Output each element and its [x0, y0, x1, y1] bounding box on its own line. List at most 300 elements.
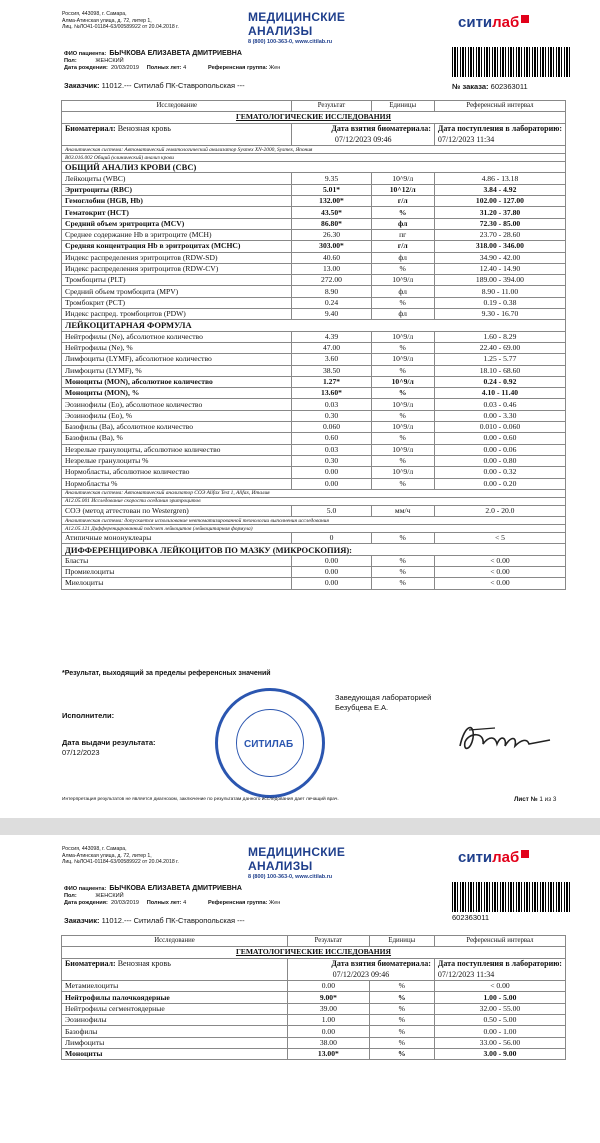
- date-received-label: Дата поступления в лабораторию:: [437, 958, 562, 968]
- test-reference: 12.40 - 14.90: [434, 263, 565, 274]
- test-reference: 0.03 - 0.46: [434, 399, 565, 410]
- atyp-method-note: А12.05.121 Дифференцированный подсчет лейкоцитов (лейкоцитарная формула): [62, 525, 566, 533]
- table-row: [62, 478, 566, 489]
- table-row: [62, 376, 566, 387]
- table-row: [62, 275, 566, 286]
- test-reference: 18.10 - 68.60: [434, 365, 565, 376]
- sheet-total: 3: [552, 796, 557, 803]
- table-row: [62, 286, 566, 297]
- customer-line: [64, 916, 245, 925]
- customer-value: 11012.--- Ситилаб ПК-Ставропольская ---: [101, 916, 245, 925]
- col-header-reference: Референсный интервал: [434, 936, 565, 947]
- date-taken: 07/12/2023 09:46: [288, 969, 435, 980]
- test-unit: %: [369, 1037, 434, 1048]
- test-result: 0.00: [292, 578, 371, 589]
- test-unit: %: [369, 1026, 434, 1037]
- test-unit: фл: [371, 309, 434, 320]
- date-taken-label: Дата взятия биоматериала:: [331, 123, 431, 133]
- test-name: Базофилы: [62, 1026, 288, 1037]
- table-row: [62, 241, 566, 252]
- test-result: 0.00: [288, 1026, 370, 1037]
- test-name: Моноциты (MON), абсолютное количество: [62, 376, 292, 387]
- test-name: Эозинофилы (Eo), %: [62, 410, 292, 421]
- test-unit: %: [371, 410, 434, 421]
- order-value: 602363011: [452, 913, 489, 922]
- table-row: [62, 992, 566, 1003]
- results-table-continued: [61, 935, 566, 1060]
- test-reference: 9.30 - 16.70: [434, 309, 565, 320]
- patient-dob: 20/03/2019: [110, 65, 139, 71]
- logo-text-accent: лаб: [492, 14, 520, 31]
- test-reference: 1.60 - 8.29: [434, 331, 565, 342]
- test-name: Промиелоциты: [62, 566, 292, 577]
- patient-name: БЫЧКОВА ЕЛИЗАВЕТА ДМИТРИЕВНА: [109, 885, 242, 892]
- lab-head: [335, 693, 431, 713]
- test-result: 13.00*: [288, 1048, 370, 1059]
- test-name: Миелоциты: [62, 578, 292, 589]
- test-name: Метамиелоциты: [62, 981, 288, 992]
- test-result: 38.50: [292, 365, 371, 376]
- table-row: [62, 297, 566, 308]
- patient-dob: 20/03/2019: [110, 900, 139, 906]
- atyp-analyzer-note: Аналитическая система: допускается использование невтоматизированной технологии выполнения исследования: [62, 517, 566, 525]
- table-row: [62, 433, 566, 444]
- table-row: [62, 207, 566, 218]
- table-row: [62, 342, 566, 353]
- patient-age: 4: [183, 65, 187, 71]
- ref-group: Жен: [269, 65, 281, 71]
- biomaterial-value: Венозная кровь: [117, 958, 171, 968]
- test-reference: 1.00 - 5.00: [434, 992, 565, 1003]
- lab-head-name: Безубцева Е.А.: [335, 703, 389, 712]
- address-line: Россия, 443098, г. Самара,: [62, 846, 127, 852]
- issue-date: 07/12/2023: [62, 748, 100, 757]
- test-result: 0.00: [292, 478, 371, 489]
- table-row: [62, 331, 566, 342]
- test-unit: %: [369, 1048, 434, 1059]
- test-result: 86.80*: [292, 218, 371, 229]
- biomaterial-dates-row: [62, 134, 566, 145]
- disclaimer: Интерпретация результатов не является диагнозом, заключение по результатам данного исследования дает лечащий врач.: [62, 797, 339, 802]
- ref-group: Жен: [269, 900, 281, 906]
- test-name: Нормобласты %: [62, 478, 292, 489]
- customer-label: Заказчик:: [64, 916, 100, 925]
- test-unit: 10^9/л: [371, 173, 434, 184]
- test-reference: 4.86 - 13.18: [434, 173, 565, 184]
- test-reference: 1.25 - 5.77: [434, 354, 565, 365]
- test-reference: 8.90 - 11.00: [434, 286, 565, 297]
- cbc-title-row: [62, 162, 566, 173]
- table-row: [62, 218, 566, 229]
- test-unit: %: [371, 566, 434, 577]
- test-result: 1.00: [288, 1015, 370, 1026]
- table-row: [62, 173, 566, 184]
- out-of-range-note: *Результат, выходящий за пределы референсных значений: [62, 670, 271, 677]
- lab-address: [62, 11, 179, 31]
- smear-title-row: [62, 544, 566, 555]
- citilab-logo: [458, 14, 529, 31]
- test-result: 5.01*: [292, 184, 371, 195]
- date-taken-label: Дата взятия биоматериала:: [331, 958, 431, 968]
- col-header-result: Результат: [288, 936, 370, 947]
- test-unit: %: [371, 455, 434, 466]
- test-unit: %: [371, 478, 434, 489]
- test-unit: %: [371, 555, 434, 566]
- test-unit: фл: [371, 252, 434, 263]
- sheet-label: Лист №: [514, 796, 538, 803]
- test-unit: мм/ч: [371, 505, 434, 516]
- test-result: 13.00: [292, 263, 371, 274]
- test-reference: 3.00 - 9.00: [434, 1048, 565, 1059]
- test-name: Гематокрит (HCT): [62, 207, 292, 218]
- logo-text-accent: лаб: [492, 849, 520, 866]
- test-name: Незрелые гранулоциты, абсолютное количество: [62, 444, 292, 455]
- leuko-title-row: [62, 320, 566, 331]
- test-unit: %: [371, 342, 434, 353]
- col-header-result: Результат: [292, 101, 371, 112]
- lab-stamp: [215, 688, 325, 798]
- test-name: Лимфоциты: [62, 1037, 288, 1048]
- test-reference: < 0.00: [434, 578, 565, 589]
- test-unit: %: [369, 992, 434, 1003]
- biomaterial-row: [62, 123, 566, 134]
- test-reference: 23.70 - 28.60: [434, 229, 565, 240]
- table-row: [62, 1048, 566, 1059]
- table-row: [62, 1037, 566, 1048]
- test-name: Лимфоциты (LYMF), абсолютное количество: [62, 354, 292, 365]
- logo-icon: [521, 850, 529, 858]
- test-result: 40.60: [292, 252, 371, 263]
- test-name: Атипичные мононуклеары: [62, 533, 292, 544]
- test-name: Моноциты: [62, 1048, 288, 1059]
- lab-head-title: Заведующая лабораторией: [335, 693, 432, 702]
- esr-method-note: А12.05.001 Исследование скорости оседания эритроцитов: [62, 497, 566, 505]
- brand-block: [248, 845, 413, 880]
- test-reference: 4.10 - 11.40: [434, 388, 565, 399]
- test-reference: 0.00 - 0.80: [434, 455, 565, 466]
- stamp-text: СИТИЛАБ: [244, 739, 294, 750]
- test-result: 38.00: [288, 1037, 370, 1048]
- test-name: Лимфоциты (LYMF), %: [62, 365, 292, 376]
- test-unit: %: [371, 297, 434, 308]
- test-reference: < 0.00: [434, 555, 565, 566]
- customer-label: Заказчик:: [64, 81, 100, 90]
- atyp-note-row: [62, 517, 566, 525]
- test-reference: 22.40 - 69.00: [434, 342, 565, 353]
- test-reference: 0.00 - 3.30: [434, 410, 565, 421]
- table-row: [62, 184, 566, 195]
- date-received: 07/12/2023 11:34: [434, 134, 565, 145]
- table-row: [62, 365, 566, 376]
- test-name: Эозинофилы (Eo), абсолютное количество: [62, 399, 292, 410]
- sheet-num: 1: [539, 796, 543, 803]
- test-name: Нейтрофилы сегментоядерные: [62, 1003, 288, 1014]
- test-unit: %: [371, 263, 434, 274]
- patient-info: [64, 885, 280, 907]
- ref-group-label: Референсная группа:: [207, 900, 268, 906]
- test-reference: 318.00 - 346.00: [434, 241, 565, 252]
- table-row: [62, 555, 566, 566]
- test-name: Средний объем тромбоцита (MPV): [62, 286, 292, 297]
- test-name: Бласты: [62, 555, 292, 566]
- method-note-row: [62, 154, 566, 162]
- address-line: Лиц. №ЛО41-01184-63/00589922 от 20.04.2018 г.: [62, 859, 179, 866]
- lab-address: [62, 846, 179, 866]
- test-reference: 0.00 - 0.32: [434, 467, 565, 478]
- brand-contacts: 8 (800) 100-363-0, www.citilab.ru: [248, 39, 333, 45]
- table-row: [62, 505, 566, 516]
- table-row: [62, 399, 566, 410]
- test-unit: %: [371, 578, 434, 589]
- leuko-title: ЛЕЙКОЦИТАРНАЯ ФОРМУЛА: [62, 320, 566, 331]
- test-reference: 31.20 - 37.80: [434, 207, 565, 218]
- test-result: 13.60*: [292, 388, 371, 399]
- address-line: Лиц. №ЛО41-01184-63/00589922 от 20.04.2018 г.: [62, 24, 179, 31]
- test-result: 0.00: [292, 555, 371, 566]
- test-unit: 10^9/л: [371, 422, 434, 433]
- col-header-reference: Референсный интервал: [434, 101, 565, 112]
- test-reference: 3.84 - 4.92: [434, 184, 565, 195]
- test-reference: 0.24 - 0.92: [434, 376, 565, 387]
- test-reference: 0.00 - 1.00: [434, 1026, 565, 1037]
- table-header: [62, 101, 566, 112]
- table-row: [62, 467, 566, 478]
- patient-sex: ЖЕНСКИЙ: [95, 893, 124, 899]
- report-page-2: [0, 835, 600, 1143]
- test-result: 0.24: [292, 297, 371, 308]
- test-name: Индекс распределения эритроцитов (RDW-SD): [62, 252, 292, 263]
- test-reference: 0.00 - 0.06: [434, 444, 565, 455]
- test-result: 9.00*: [288, 992, 370, 1003]
- atyp-note-row-2: [62, 525, 566, 533]
- date-received: 07/12/2023 11:34: [434, 969, 565, 980]
- signature: [455, 718, 555, 758]
- table-row: [62, 981, 566, 992]
- results-table: [61, 100, 566, 590]
- test-unit: %: [371, 207, 434, 218]
- esr-analyzer-note: Аналитическая система: Автоматический анализатор СОЭ Alifax Test 1, Alifax, Италия: [62, 489, 566, 497]
- col-header-test: Исследование: [62, 101, 292, 112]
- test-reference: 33.00 - 56.00: [434, 1037, 565, 1048]
- table-row: [62, 410, 566, 421]
- page-separator: [0, 818, 600, 835]
- table-row: [62, 388, 566, 399]
- test-name: Гемоглобин (HGB, Hb): [62, 196, 292, 207]
- table-row: [62, 196, 566, 207]
- brand-title: МЕДИЦИНСКИЕ АНАЛИЗЫ: [248, 10, 346, 38]
- test-reference: 0.00 - 0.60: [434, 433, 565, 444]
- test-name: Лейкоциты (WBC): [62, 173, 292, 184]
- biomaterial-value: Венозная кровь: [117, 123, 171, 133]
- brand-title: МЕДИЦИНСКИЕ АНАЛИЗЫ: [248, 845, 346, 873]
- test-result: 0.03: [292, 444, 371, 455]
- test-name: Моноциты (MON), %: [62, 388, 292, 399]
- test-result: 43.50*: [292, 207, 371, 218]
- col-header-units: Единицы: [369, 936, 434, 947]
- test-reference: 0.010 - 0.060: [434, 422, 565, 433]
- test-result: 1.27*: [292, 376, 371, 387]
- test-unit: %: [369, 1003, 434, 1014]
- section-title: ГЕМАТОЛОГИЧЕСКИЕ ИССЛЕДОВАНИЯ: [62, 112, 566, 123]
- test-unit: пг: [371, 229, 434, 240]
- col-header-units: Единицы: [371, 101, 434, 112]
- biomaterial-label: Биоматериал:: [65, 958, 116, 968]
- table-row: [62, 1026, 566, 1037]
- test-unit: фл: [371, 286, 434, 297]
- patient-sex: ЖЕНСКИЙ: [95, 58, 124, 64]
- test-unit: 10^9/л: [371, 331, 434, 342]
- brand-contacts: 8 (800) 100-363-0, www.citilab.ru: [248, 874, 333, 880]
- biomaterial-label: Биоматериал:: [65, 123, 116, 133]
- test-unit: 10^9/л: [371, 354, 434, 365]
- test-name: Тромбокрит (PCT): [62, 297, 292, 308]
- test-reference: 102.00 - 127.00: [434, 196, 565, 207]
- test-name: Базофилы (Ba), абсолютное количество: [62, 422, 292, 433]
- age-label: Полных лет:: [146, 900, 182, 906]
- test-result: 272.00: [292, 275, 371, 286]
- test-result: 47.00: [292, 342, 371, 353]
- test-result: 5.0: [292, 505, 371, 516]
- test-result: 4.39: [292, 331, 371, 342]
- order-label: № заказа:: [452, 82, 489, 91]
- test-reference: < 5: [434, 533, 565, 544]
- analyzer-note: Аналитическая система: Автоматический гематологический анализатор Sysmex XN-2000, Sysmex, Япония: [62, 146, 566, 154]
- cbc-title: ОБЩИЙ АНАЛИЗ КРОВИ (CBC): [62, 162, 566, 173]
- section-title: ГЕМАТОЛОГИЧЕСКИЕ ИССЛЕДОВАНИЯ: [62, 947, 566, 958]
- test-reference: 0.19 - 0.38: [434, 297, 565, 308]
- test-unit: 10^9/л: [371, 376, 434, 387]
- issue-date-block: [62, 738, 156, 758]
- table-row: [62, 566, 566, 577]
- test-reference: 0.00 - 0.20: [434, 478, 565, 489]
- age-label: Полных лет:: [146, 65, 182, 71]
- test-unit: 10^12/л: [371, 184, 434, 195]
- address-line: Алма-Атинская улица, д. 72, литер 1,: [62, 17, 152, 24]
- address-line: Алма-Атинская улица, д. 72, литер 1,: [62, 852, 152, 859]
- customer-value: 11012.--- Ситилаб ПК-Ставропольская ---: [101, 81, 245, 90]
- test-name: Средняя концентрация Hb в эритроцитах (MCHC): [62, 241, 292, 252]
- logo-icon: [521, 15, 529, 23]
- table-row: [62, 533, 566, 544]
- sex-label: Пол:: [64, 58, 77, 64]
- test-name: Эритроциты (RBC): [62, 184, 292, 195]
- test-result: 26.30: [292, 229, 371, 240]
- ref-group-label: Референсная группа:: [207, 65, 268, 71]
- test-result: 0.03: [292, 399, 371, 410]
- test-reference: 2.0 - 20.0: [434, 505, 565, 516]
- section-title-row: [62, 112, 566, 123]
- brand-block: [248, 10, 413, 45]
- test-unit: 10^9/л: [371, 275, 434, 286]
- test-unit: %: [371, 433, 434, 444]
- table-header: [62, 936, 566, 947]
- test-unit: %: [371, 533, 434, 544]
- method-note: В03.016.002 Общий (клинический) анализ крови: [62, 154, 566, 162]
- patient-info: [64, 50, 280, 72]
- test-name: Базофилы (Ba), %: [62, 433, 292, 444]
- test-reference: 0.50 - 5.00: [434, 1015, 565, 1026]
- test-name: Индекс распределения эритроцитов (RDW-CV): [62, 263, 292, 274]
- test-result: 0.30: [292, 410, 371, 421]
- test-name: Тромбоциты (PLT): [62, 275, 292, 286]
- test-unit: 10^9/л: [371, 444, 434, 455]
- fio-label: ФИО пациента:: [64, 886, 107, 892]
- test-reference: < 0.00: [434, 566, 565, 577]
- col-header-test: Исследование: [62, 936, 288, 947]
- test-name: Нейтрофилы палочкоядерные: [62, 992, 288, 1003]
- sheet-number: [514, 796, 556, 803]
- test-result: 3.60: [292, 354, 371, 365]
- logo-text-main: сити: [458, 849, 493, 866]
- smear-rows: [62, 555, 566, 589]
- logo-text-main: сити: [458, 14, 493, 31]
- order-barcode: [452, 882, 572, 912]
- test-result: 132.00*: [292, 196, 371, 207]
- test-result: 0.00: [288, 981, 370, 992]
- table-row: [62, 229, 566, 240]
- test-result: 39.00: [288, 1003, 370, 1014]
- customer-line: [64, 81, 245, 90]
- analyzer-note-row: [62, 146, 566, 154]
- test-result: 0: [292, 533, 371, 544]
- test-unit: %: [371, 388, 434, 399]
- esr-note-row: [62, 489, 566, 497]
- table-row: [62, 422, 566, 433]
- issue-date-label: Дата выдачи результата:: [62, 738, 156, 747]
- table-row: [62, 263, 566, 274]
- test-unit: фл: [371, 218, 434, 229]
- cbc-rows: [62, 173, 566, 320]
- date-taken: 07/12/2023 09:46: [292, 134, 434, 145]
- table-row: [62, 1015, 566, 1026]
- test-name: Нейтрофилы (Ne), %: [62, 342, 292, 353]
- biomaterial-row: [62, 958, 566, 969]
- test-result: 9.35: [292, 173, 371, 184]
- sheet-of: из: [544, 796, 552, 803]
- esr-note-row-2: [62, 497, 566, 505]
- test-unit: %: [369, 1015, 434, 1026]
- table-row: [62, 309, 566, 320]
- test-name: Среднее содержание Hb в эритроците (MCH): [62, 229, 292, 240]
- date-received-label: Дата поступления в лабораторию:: [437, 123, 562, 133]
- executors-label: Исполнители:: [62, 711, 115, 720]
- test-result: 8.90: [292, 286, 371, 297]
- order-value: 602363011: [490, 82, 528, 91]
- test-result: 0.00: [292, 467, 371, 478]
- test-unit: г/л: [371, 241, 434, 252]
- test-result: 0.30: [292, 455, 371, 466]
- test-result: 0.60: [292, 433, 371, 444]
- order-number: [452, 913, 489, 922]
- test-name: Нейтрофилы (Ne), абсолютное количество: [62, 331, 292, 342]
- leuko-rows: [62, 331, 566, 489]
- dob-label: Дата рождения:: [64, 65, 108, 71]
- table-row: [62, 1003, 566, 1014]
- test-reference: 72.30 - 85.00: [434, 218, 565, 229]
- test-reference: 34.90 - 42.00: [434, 252, 565, 263]
- address-line: Россия, 443098, г. Самара,: [62, 11, 127, 17]
- test-result: 303.00*: [292, 241, 371, 252]
- section-title-row: [62, 947, 566, 958]
- page2-rows: [62, 981, 566, 1060]
- table-row: [62, 455, 566, 466]
- test-name: Незрелые гранулоциты %: [62, 455, 292, 466]
- test-name: Эозинофилы: [62, 1015, 288, 1026]
- smear-title: ДИФФЕРЕНЦИРОВКА ЛЕЙКОЦИТОВ ПО МАЗКУ (МИКРОСКОПИЯ):: [62, 544, 566, 555]
- order-barcode: [452, 47, 572, 77]
- test-name: Средний объем эритроцита (MCV): [62, 218, 292, 229]
- test-reference: < 0.00: [434, 981, 565, 992]
